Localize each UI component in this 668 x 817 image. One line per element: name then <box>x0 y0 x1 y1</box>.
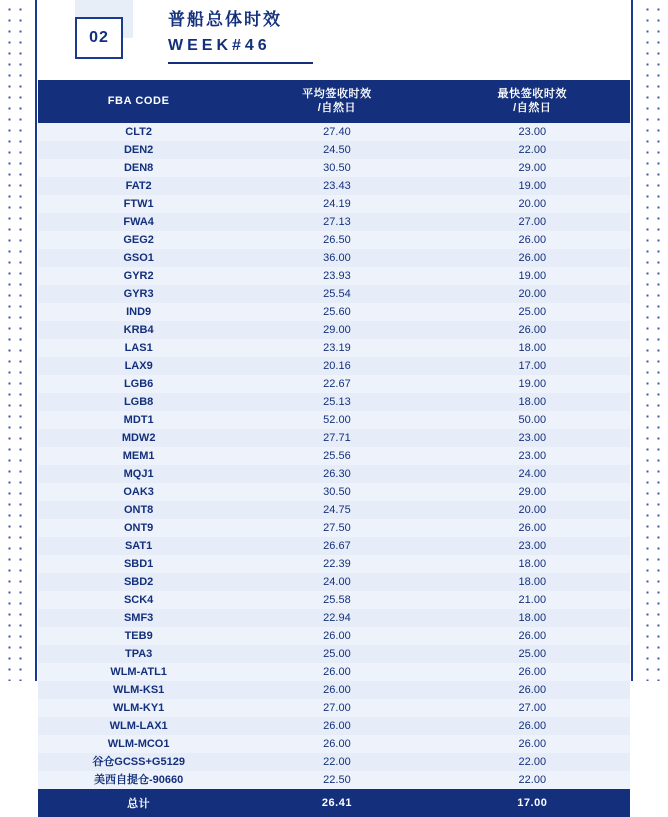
cell-avg-time: 23.93 <box>239 267 434 285</box>
cell-fastest-time: 26.00 <box>435 519 630 537</box>
cell-fba-code: GEG2 <box>38 231 239 249</box>
cell-fastest-time: 21.00 <box>435 591 630 609</box>
cell-fba-code: IND9 <box>38 303 239 321</box>
table-footer <box>38 789 630 817</box>
table-row <box>38 429 630 447</box>
delivery-time-table <box>38 80 630 817</box>
cell-avg-time: 36.00 <box>239 249 434 267</box>
table-row <box>38 213 630 231</box>
cell-fba-code: TPA3 <box>38 645 239 663</box>
cell-fba-code: LGB8 <box>38 393 239 411</box>
cell-avg-time: 26.67 <box>239 537 434 555</box>
column-header-avg-time <box>239 80 434 123</box>
cell-fba-code: WLM-LAX1 <box>38 717 239 735</box>
column-header-fastest-time-line1: 最快签收时效 <box>497 88 568 100</box>
cell-fastest-time: 19.00 <box>435 267 630 285</box>
table-row <box>38 411 630 429</box>
cell-fastest-time: 19.00 <box>435 375 630 393</box>
table-row <box>38 591 630 609</box>
cell-fastest-time: 22.00 <box>435 771 630 789</box>
cell-fba-code: GYR2 <box>38 267 239 285</box>
table-row <box>38 177 630 195</box>
cell-avg-time: 24.75 <box>239 501 434 519</box>
data-table-wrapper <box>38 80 630 817</box>
cell-avg-time: 25.13 <box>239 393 434 411</box>
cell-avg-time: 23.19 <box>239 339 434 357</box>
cell-fba-code: WLM-ATL1 <box>38 663 239 681</box>
cell-fastest-time: 20.00 <box>435 195 630 213</box>
title-block <box>168 8 313 64</box>
table-header-row <box>38 80 630 123</box>
cell-fba-code: OAK3 <box>38 483 239 501</box>
cell-fba-code: 美西自提仓-90660 <box>38 771 239 789</box>
cell-avg-time: 27.50 <box>239 519 434 537</box>
table-row <box>38 285 630 303</box>
cell-fastest-time: 23.00 <box>435 447 630 465</box>
table-row <box>38 681 630 699</box>
cell-avg-time: 24.50 <box>239 141 434 159</box>
right-dot-pattern <box>640 0 666 681</box>
left-dot-pattern <box>2 0 28 681</box>
table-header <box>38 80 630 123</box>
total-avg: 26.41 <box>239 789 434 817</box>
cell-fba-code: ONT8 <box>38 501 239 519</box>
cell-fastest-time: 18.00 <box>435 393 630 411</box>
table-row <box>38 717 630 735</box>
cell-fastest-time: 26.00 <box>435 717 630 735</box>
cell-fastest-time: 19.00 <box>435 177 630 195</box>
cell-avg-time: 26.00 <box>239 717 434 735</box>
cell-fastest-time: 26.00 <box>435 249 630 267</box>
cell-fba-code: SMF3 <box>38 609 239 627</box>
table-row <box>38 699 630 717</box>
column-header-fba-code <box>38 80 239 123</box>
cell-avg-time: 24.19 <box>239 195 434 213</box>
cell-fba-code: FTW1 <box>38 195 239 213</box>
cell-fba-code: DEN8 <box>38 159 239 177</box>
cell-avg-time: 25.00 <box>239 645 434 663</box>
table-row <box>38 663 630 681</box>
cell-fastest-time: 27.00 <box>435 213 630 231</box>
total-label: 总计 <box>38 789 239 817</box>
cell-fastest-time: 18.00 <box>435 555 630 573</box>
cell-fba-code: FAT2 <box>38 177 239 195</box>
table-row <box>38 141 630 159</box>
table-row <box>38 123 630 141</box>
cell-avg-time: 52.00 <box>239 411 434 429</box>
column-header-avg-time-line1: 平均签收时效 <box>302 88 372 100</box>
cell-fba-code: TEB9 <box>38 627 239 645</box>
cell-fastest-time: 25.00 <box>435 303 630 321</box>
cell-fba-code: GSO1 <box>38 249 239 267</box>
cell-avg-time: 22.39 <box>239 555 434 573</box>
table-row <box>38 321 630 339</box>
cell-fba-code: ONT9 <box>38 519 239 537</box>
cell-fba-code: MQJ1 <box>38 465 239 483</box>
cell-fba-code: LAX9 <box>38 357 239 375</box>
cell-avg-time: 20.16 <box>239 357 434 375</box>
table-total-row <box>38 789 630 817</box>
table-row <box>38 465 630 483</box>
table-body <box>38 123 630 789</box>
cell-avg-time: 25.60 <box>239 303 434 321</box>
table-row <box>38 339 630 357</box>
table-row <box>38 519 630 537</box>
table-row <box>38 735 630 753</box>
cell-fastest-time: 17.00 <box>435 357 630 375</box>
table-row <box>38 447 630 465</box>
cell-avg-time: 22.50 <box>239 771 434 789</box>
cell-fastest-time: 26.00 <box>435 321 630 339</box>
table-row <box>38 645 630 663</box>
cell-fba-code: WLM-KY1 <box>38 699 239 717</box>
cell-fastest-time: 25.00 <box>435 645 630 663</box>
page-title: 普船总体时效 <box>168 10 282 29</box>
cell-avg-time: 30.50 <box>239 159 434 177</box>
page-subtitle: WEEK#46 <box>168 37 271 54</box>
table-row <box>38 771 630 789</box>
table-row <box>38 249 630 267</box>
column-header-fba-code-line1: FBA CODE <box>107 95 170 107</box>
cell-fba-code: FWA4 <box>38 213 239 231</box>
cell-fba-code: CLT2 <box>38 123 239 141</box>
cell-fba-code: DEN2 <box>38 141 239 159</box>
cell-fba-code: SAT1 <box>38 537 239 555</box>
cell-avg-time: 26.00 <box>239 663 434 681</box>
cell-fba-code: SBD1 <box>38 555 239 573</box>
table-row <box>38 375 630 393</box>
cell-fastest-time: 20.00 <box>435 501 630 519</box>
cell-fba-code: SBD2 <box>38 573 239 591</box>
cell-avg-time: 27.13 <box>239 213 434 231</box>
cell-fastest-time: 26.00 <box>435 735 630 753</box>
table-row <box>38 393 630 411</box>
table-row <box>38 537 630 555</box>
table-row <box>38 159 630 177</box>
cell-avg-time: 26.50 <box>239 231 434 249</box>
table-row <box>38 195 630 213</box>
total-fastest: 17.00 <box>435 789 630 817</box>
cell-fba-code: 谷仓GCSS+G5129 <box>38 753 239 771</box>
title-underline <box>168 62 313 64</box>
cell-fba-code: MDT1 <box>38 411 239 429</box>
cell-fastest-time: 29.00 <box>435 483 630 501</box>
cell-fastest-time: 26.00 <box>435 231 630 249</box>
cell-avg-time: 25.58 <box>239 591 434 609</box>
cell-fastest-time: 23.00 <box>435 123 630 141</box>
cell-fastest-time: 18.00 <box>435 609 630 627</box>
table-row <box>38 627 630 645</box>
table-row <box>38 753 630 771</box>
cell-fastest-time: 18.00 <box>435 573 630 591</box>
cell-avg-time: 26.00 <box>239 627 434 645</box>
cell-avg-time: 30.50 <box>239 483 434 501</box>
cell-avg-time: 25.56 <box>239 447 434 465</box>
cell-avg-time: 22.67 <box>239 375 434 393</box>
table-row <box>38 357 630 375</box>
table-row <box>38 267 630 285</box>
cell-fastest-time: 22.00 <box>435 753 630 771</box>
cell-avg-time: 25.54 <box>239 285 434 303</box>
cell-fba-code: LAS1 <box>38 339 239 357</box>
column-header-fastest-time-line2: /自然日 <box>513 102 552 114</box>
cell-avg-time: 26.00 <box>239 681 434 699</box>
cell-fba-code: SCK4 <box>38 591 239 609</box>
cell-fastest-time: 26.00 <box>435 663 630 681</box>
cell-fastest-time: 22.00 <box>435 141 630 159</box>
cell-avg-time: 24.00 <box>239 573 434 591</box>
cell-fba-code: WLM-KS1 <box>38 681 239 699</box>
page-content <box>38 0 630 810</box>
cell-avg-time: 27.71 <box>239 429 434 447</box>
cell-fba-code: KRB4 <box>38 321 239 339</box>
section-number-badge: 02 <box>75 17 123 59</box>
cell-avg-time: 26.00 <box>239 735 434 753</box>
table-row <box>38 573 630 591</box>
cell-avg-time: 23.43 <box>239 177 434 195</box>
cell-fastest-time: 23.00 <box>435 429 630 447</box>
table-row <box>38 231 630 249</box>
cell-avg-time: 26.30 <box>239 465 434 483</box>
cell-fastest-time: 24.00 <box>435 465 630 483</box>
column-header-fastest-time <box>435 80 630 123</box>
right-rule <box>631 0 633 681</box>
cell-fba-code: GYR3 <box>38 285 239 303</box>
table-row <box>38 303 630 321</box>
cell-fba-code: WLM-MCO1 <box>38 735 239 753</box>
cell-fba-code: LGB6 <box>38 375 239 393</box>
cell-fba-code: MEM1 <box>38 447 239 465</box>
cell-fba-code: MDW2 <box>38 429 239 447</box>
cell-fastest-time: 23.00 <box>435 537 630 555</box>
cell-fastest-time: 26.00 <box>435 627 630 645</box>
table-row <box>38 483 630 501</box>
page-header <box>38 0 630 72</box>
cell-fastest-time: 20.00 <box>435 285 630 303</box>
cell-avg-time: 27.00 <box>239 699 434 717</box>
cell-fastest-time: 26.00 <box>435 681 630 699</box>
cell-fastest-time: 18.00 <box>435 339 630 357</box>
left-rule <box>35 0 37 681</box>
cell-avg-time: 27.40 <box>239 123 434 141</box>
cell-avg-time: 29.00 <box>239 321 434 339</box>
cell-avg-time: 22.94 <box>239 609 434 627</box>
cell-fastest-time: 29.00 <box>435 159 630 177</box>
table-row <box>38 555 630 573</box>
cell-avg-time: 22.00 <box>239 753 434 771</box>
cell-fastest-time: 27.00 <box>435 699 630 717</box>
column-header-avg-time-line2: /自然日 <box>317 102 357 114</box>
table-row <box>38 501 630 519</box>
table-row <box>38 609 630 627</box>
cell-fastest-time: 50.00 <box>435 411 630 429</box>
